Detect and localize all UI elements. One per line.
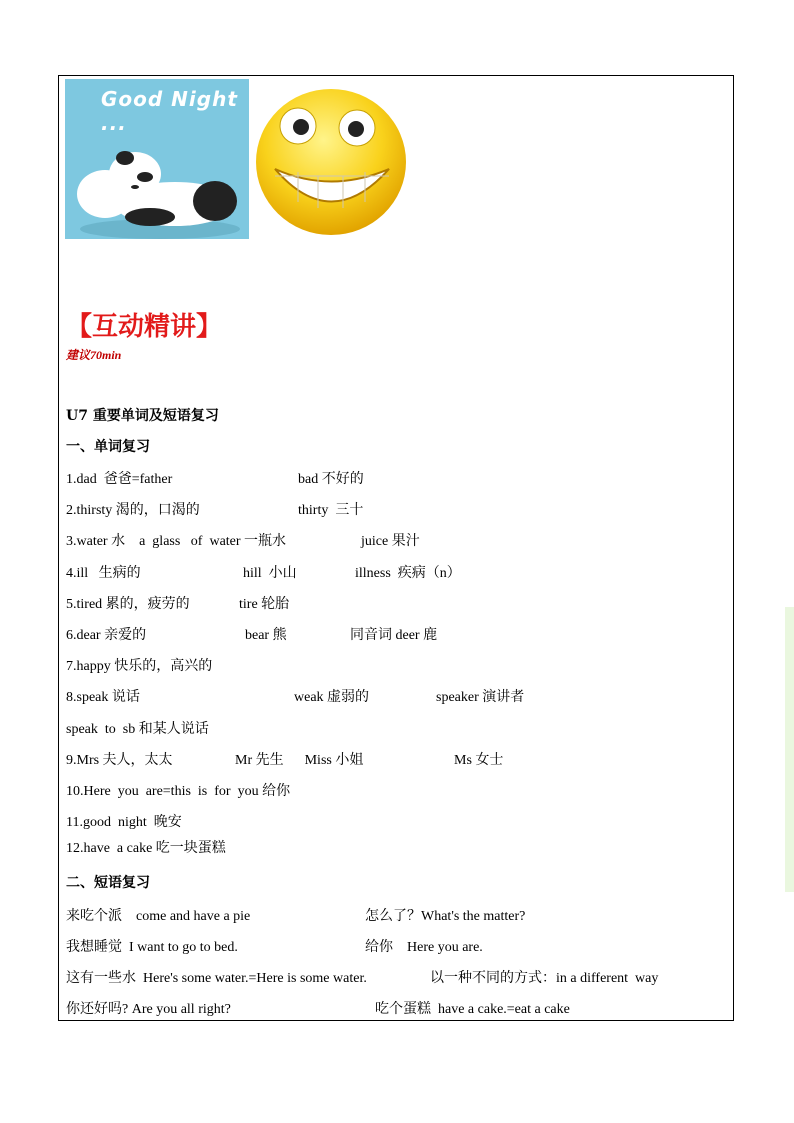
side-strip — [785, 607, 794, 892]
phrase-cell: 给你 Here you are. — [365, 940, 483, 955]
phrase-cell: 来吃个派 come and have a pie — [66, 909, 251, 924]
word-cell: 10.Here you are=this is for you 给你 — [66, 784, 291, 799]
word-cell: 6.dear 亲爱的 — [66, 628, 147, 643]
phrase-row — [66, 936, 726, 956]
word-cell: speak to sb 和某人说话 — [66, 722, 209, 737]
word-cell: speaker 演讲者 — [436, 690, 525, 705]
word-cell: 8.speak 说话 — [66, 690, 140, 705]
word-cell: 7.happy 快乐的，高兴的 — [66, 659, 213, 674]
word-cell: thirty 三十 — [298, 503, 364, 518]
phrase-cell: 你还好吗? Are you all right? — [66, 1002, 231, 1017]
word-cell: juice 果汁 — [361, 534, 420, 549]
unit-title: U7 重要单词及短语复习 — [66, 408, 219, 424]
word-cell: 3.water 水 a glass of water 一瓶水 — [66, 534, 287, 549]
word-cell: Ms 女士 — [454, 753, 504, 768]
word-row — [66, 499, 726, 519]
word-cell: 9.Mrs 夫人，太太 — [66, 753, 173, 768]
suggested-time: 建议70min — [66, 348, 122, 362]
grinning-smiley-icon — [253, 84, 413, 240]
word-cell: 2.thirsty 渴的，口渴的 — [66, 503, 200, 518]
phrase-row — [66, 967, 726, 987]
word-row — [66, 749, 726, 769]
word-cell: 11.good night 晚安 — [66, 815, 182, 830]
phrase-cell: 以一种不同的方式：in a different way — [430, 971, 659, 986]
section1-title: 一、单词复习 — [66, 439, 150, 455]
word-cell: 5.tired 累的，疲劳的 — [66, 597, 190, 612]
goodnight-image — [65, 79, 249, 239]
panda-sleeping-icon — [65, 79, 249, 239]
word-row — [66, 718, 726, 738]
word-row — [66, 530, 726, 550]
word-row — [66, 811, 726, 831]
word-row — [66, 655, 726, 675]
word-cell: tire 轮胎 — [239, 597, 290, 612]
word-row — [66, 837, 726, 857]
word-cell: Mr 先生 Miss 小姐 — [235, 753, 364, 768]
phrase-cell: 吃个蛋糕 have a cake.=eat a cake — [375, 1002, 570, 1017]
word-row — [66, 624, 726, 644]
word-cell: weak 虚弱的 — [294, 690, 370, 705]
word-cell: bear 熊 — [245, 628, 287, 643]
word-cell: hill 小山 — [243, 566, 297, 581]
word-row — [66, 593, 726, 613]
word-cell: 12.have a cake 吃一块蛋糕 — [66, 841, 226, 856]
word-row — [66, 562, 726, 582]
word-cell: 4.ill 生病的 — [66, 566, 141, 581]
phrase-row — [66, 905, 726, 925]
word-cell: 同音词 deer 鹿 — [350, 628, 438, 643]
word-row — [66, 780, 726, 800]
word-row — [66, 686, 726, 706]
phrase-row — [66, 998, 726, 1018]
word-cell: bad 不好的 — [298, 472, 364, 487]
word-cell: 1.dad 爸爸=father — [66, 472, 173, 487]
smiley-image — [253, 84, 413, 240]
phrase-cell: 我想睡觉 I want to go to bed. — [66, 940, 238, 955]
word-cell: illness 疾病（n） — [355, 566, 461, 581]
word-row — [66, 468, 726, 488]
goodnight-text: Good Night ... — [101, 87, 238, 135]
phrase-cell: 这有一些水 Here's some water.=Here is some water. — [66, 971, 367, 986]
phrase-cell: 怎么了？What's the matter? — [365, 909, 526, 924]
section-heading: 【互动精讲】 — [66, 312, 223, 342]
section2-title: 二、短语复习 — [66, 875, 150, 891]
